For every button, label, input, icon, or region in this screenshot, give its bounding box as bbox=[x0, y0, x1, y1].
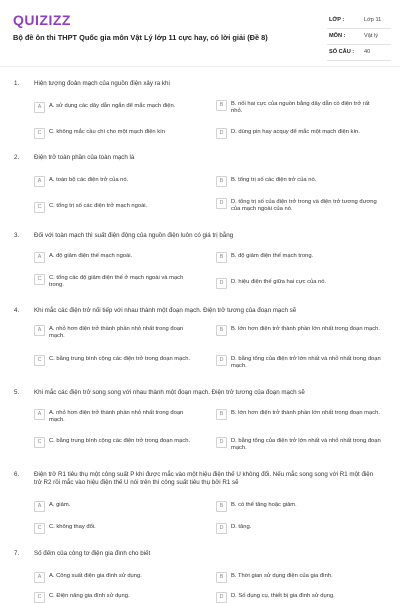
question-number: 5. bbox=[14, 389, 20, 396]
option-letter: D bbox=[216, 592, 227, 603]
question-text: Số đếm của công tơ điện gia đình cho biết bbox=[34, 550, 151, 557]
question-text: Đối với toàn mạch thì suất điện động của nguồn điện luôn có giá trị bằng bbox=[34, 232, 234, 239]
option-text: B. nối hai cực của nguồn bằng dây dẫn có điện trở rất nhỏ. bbox=[231, 101, 370, 115]
option-text: C. tổng trị số các điện trở mạch ngoài. bbox=[49, 203, 148, 209]
option-text: C. không thay đổi. bbox=[49, 524, 96, 530]
question-text: Điện trở R1 tiêu thụ một công suất P khi được mắc vào một hiệu điện thế U không đổi. Nếu mắc song song với R1 một điện trở R2 rồi mắc vào hiệu điện thế U nói trên thì công suất tiêu thụ bởi R1 sẽ bbox=[34, 471, 374, 487]
question-number: 7. bbox=[14, 550, 20, 557]
question-text: Khi mắc các điện trở nối tiếp với nhau thành một đoạn mạch. Điện trở tương của đoạn mạch sẽ bbox=[34, 307, 297, 314]
option-letter: A bbox=[34, 176, 45, 187]
option-text: D. Số dụng cụ, thiết bị gia đình sử dụng. bbox=[231, 593, 335, 599]
option-text: C. bằng trung bình cộng các điện trở trong đoạn mạch. bbox=[49, 438, 191, 444]
question-number: 1. bbox=[14, 80, 20, 87]
option-letter: D bbox=[216, 523, 227, 534]
option-text: D. tăng. bbox=[231, 524, 252, 530]
option-text: B. Thời gian sử dụng điện của gia đình. bbox=[231, 573, 333, 579]
option-letter: C bbox=[34, 592, 45, 603]
option-text: D. bằng tổng của điện trở lớn nhất và nhỏ nhất trong đoạn mạch. bbox=[231, 438, 381, 452]
option-letter: C bbox=[34, 202, 45, 213]
meta-row-subject bbox=[327, 29, 391, 45]
option-text: A. độ giảm điện thế mạch ngoài. bbox=[49, 253, 133, 259]
option-text: B. có thể tăng hoặc giảm. bbox=[231, 502, 297, 508]
option-letter: B bbox=[216, 176, 227, 187]
option-letter: A bbox=[34, 102, 45, 113]
option-text: D. dùng pin hay acquy để mắc một mạch điện kín. bbox=[231, 129, 360, 135]
option-text: C. bằng trung bình cộng các điện trở trong đoạn mạch. bbox=[49, 356, 191, 362]
option-text: D. tổng trị số của điện trở trong và điện trở tương đương của mạch ngoài của nó. bbox=[231, 199, 377, 213]
option-text: B. lớn hơn điện trở thành phần lớn nhất trong đoạn mạch. bbox=[231, 326, 380, 332]
option-text: B. lớn hơn điện trở thành phần lớn nhất trong đoạn mạch. bbox=[231, 410, 380, 416]
option-text: D. hiệu điện thế giữa hai cực của nó. bbox=[231, 279, 327, 285]
option-text: A. nhỏ hơn điện trở thành phần nhỏ nhất trong đoạn mạch. bbox=[49, 326, 184, 340]
document-title: Bộ đề ôn thi THPT Quốc gia môn Vật Lý lớp 11 cực hay, có lời giải (Đề 8) bbox=[13, 33, 268, 42]
meta-table bbox=[327, 13, 391, 61]
question-text: Hiện tượng đoản mạch của nguồn điện xảy ra khi bbox=[34, 80, 170, 87]
option-text: A. nhỏ hơn điện trở thành phần nhỏ nhất trong đoạn mạch. bbox=[49, 410, 184, 424]
meta-row-question-count bbox=[327, 45, 391, 61]
option-letter: C bbox=[34, 355, 45, 366]
option-letter: C bbox=[34, 128, 45, 139]
meta-label: LỚP : bbox=[329, 17, 345, 23]
meta-value: Vật lý bbox=[364, 33, 378, 39]
option-text: C. không mắc cầu chì cho một mạch điện kín bbox=[49, 129, 165, 135]
option-letter: C bbox=[34, 523, 45, 534]
option-letter: B bbox=[216, 325, 227, 336]
option-letter: D bbox=[216, 198, 227, 209]
option-text: A. Công suất điện gia đình sử dụng. bbox=[49, 573, 142, 579]
option-letter: A bbox=[34, 325, 45, 336]
meta-label: MÔN : bbox=[329, 33, 346, 39]
option-letter: D bbox=[216, 355, 227, 366]
option-text: B. tổng trị số các điện trở của nó. bbox=[231, 177, 317, 183]
option-text: A. toàn bộ các điện trở của nó. bbox=[49, 177, 129, 183]
quizizz-logo: QUIZIZZ bbox=[13, 12, 71, 28]
header-divider bbox=[0, 66, 400, 67]
question-number: 2. bbox=[14, 154, 20, 161]
option-letter: A bbox=[34, 501, 45, 512]
header bbox=[0, 0, 400, 64]
option-letter: B bbox=[216, 100, 227, 111]
question-number: 6. bbox=[14, 471, 20, 478]
option-text: B. độ giảm điện thế mạch trong. bbox=[231, 253, 314, 259]
option-letter: A bbox=[34, 572, 45, 583]
meta-value: Lớp 11 bbox=[364, 17, 382, 23]
option-letter: C bbox=[34, 274, 45, 285]
option-letter: D bbox=[216, 437, 227, 448]
question-text: Khi mắc các điện trở song song với nhau thành một đoạn mạch. Điện trở tương của đoạn mạch sẽ bbox=[34, 389, 305, 396]
question-number: 3. bbox=[14, 232, 20, 239]
option-letter: A bbox=[34, 409, 45, 420]
option-text: A. sử dụng các dây dẫn ngắn để mắc mạch điện. bbox=[49, 103, 176, 109]
option-text: D. bằng tổng của điện trở lớn nhất và nhỏ nhất trong đoạn mạch. bbox=[231, 356, 381, 370]
option-letter: B bbox=[216, 501, 227, 512]
option-letter: D bbox=[216, 278, 227, 289]
option-letter: B bbox=[216, 252, 227, 263]
question-text: Điện trở toàn phần của toàn mạch là bbox=[34, 154, 135, 161]
meta-row-class bbox=[327, 13, 391, 29]
option-letter: B bbox=[216, 572, 227, 583]
option-letter: D bbox=[216, 128, 227, 139]
meta-label: SỐ CÂU : bbox=[329, 49, 355, 55]
meta-value: 40 bbox=[364, 49, 371, 55]
option-text: A. giảm. bbox=[49, 502, 71, 508]
option-text: C. Điện năng gia đình sử dụng. bbox=[49, 593, 130, 599]
question-number: 4. bbox=[14, 307, 20, 314]
option-letter: B bbox=[216, 409, 227, 420]
option-letter: C bbox=[34, 437, 45, 448]
option-letter: A bbox=[34, 252, 45, 263]
option-text: C. tổng các độ giảm điện thế ở mạch ngoài và mạch trong. bbox=[49, 275, 184, 289]
